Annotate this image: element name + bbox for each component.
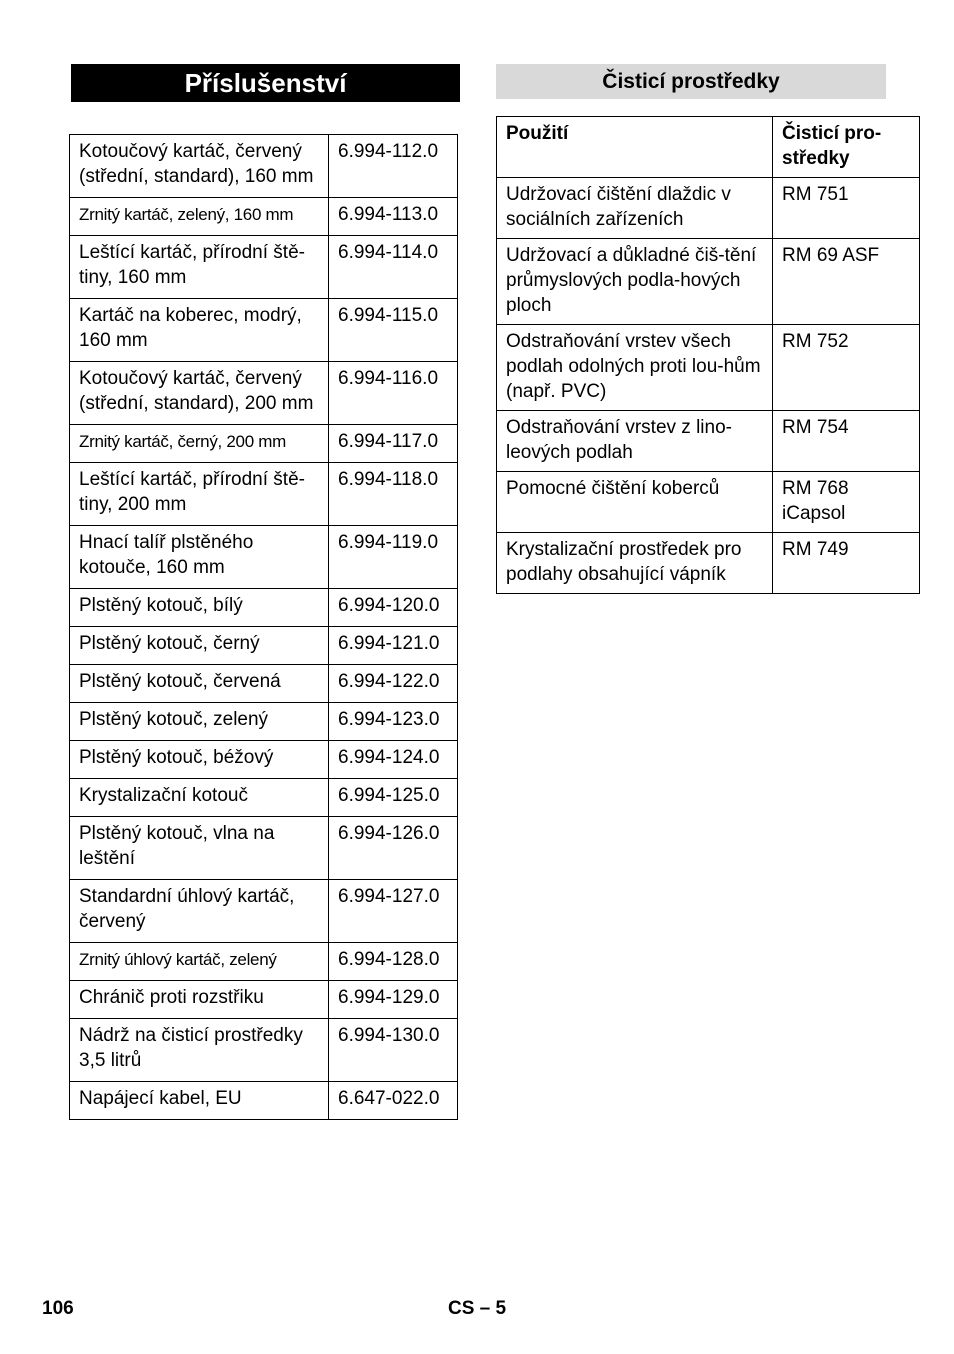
cleaning-agents-table [496,116,920,594]
accessory-name: Kartáč na koberec, modrý, 160 mm [70,299,329,362]
table-row [497,325,920,411]
table-row [70,981,458,1019]
cleaning-agents-heading: Čisticí prostředky [496,64,886,99]
accessory-name: Hnací talíř plstěného kotouče, 160 mm [70,526,329,589]
accessory-order-number: 6.647-022.0 [329,1082,458,1120]
accessory-order-number: 6.994-118.0 [329,463,458,526]
accessory-name: Plstěný kotouč, béžový [70,741,329,779]
table-row [70,627,458,665]
page-number: 106 [42,1298,74,1319]
accessory-order-number: 6.994-119.0 [329,526,458,589]
table-header-row [497,117,920,178]
accessory-name: Krystalizační kotouč [70,779,329,817]
table-row [70,943,458,981]
table-row [70,665,458,703]
accessory-name: Nádrž na čisticí prostředky 3,5 litrů [70,1019,329,1082]
table-row [497,239,920,325]
accessory-name: Leštící kartáč, přírodní ště-tiny, 200 mm [70,463,329,526]
table-row [70,299,458,362]
accessory-order-number: 6.994-125.0 [329,779,458,817]
accessory-order-number: 6.994-116.0 [329,362,458,425]
table-row [70,779,458,817]
accessory-order-number: 6.994-113.0 [329,198,458,236]
table-row [70,526,458,589]
accessory-name: Kotoučový kartáč, červený (střední, standard), 160 mm [70,135,329,198]
accessory-order-number: 6.994-117.0 [329,425,458,463]
table-row [70,425,458,463]
table-row [497,178,920,239]
application-cell: Udržovací čištění dlaždic v sociálních zařízeních [497,178,773,239]
accessory-name: Standardní úhlový kartáč, červený [70,880,329,943]
table-row [70,589,458,627]
table-row [70,198,458,236]
cleaning-agent-cell: RM 752 [773,325,920,411]
section-label: CS – 5 [448,1298,507,1319]
table-row [497,533,920,594]
accessory-order-number: 6.994-114.0 [329,236,458,299]
accessory-order-number: 6.994-121.0 [329,627,458,665]
accessories-table [69,134,458,1120]
column-header-agent: Čisticí pro-středky [773,117,920,178]
accessory-name: Plstěný kotouč, bílý [70,589,329,627]
accessory-name: Napájecí kabel, EU [70,1082,329,1120]
application-cell: Krystalizační prostředek pro podlahy obsahující vápník [497,533,773,594]
table-row [70,703,458,741]
accessory-order-number: 6.994-123.0 [329,703,458,741]
table-row [70,135,458,198]
accessory-order-number: 6.994-122.0 [329,665,458,703]
cleaning-agent-cell: RM 749 [773,533,920,594]
accessory-name: Chránič proti rozstřiku [70,981,329,1019]
cleaning-agent-cell: RM 69 ASF [773,239,920,325]
accessory-order-number: 6.994-129.0 [329,981,458,1019]
table-row [497,411,920,472]
application-cell: Odstraňování vrstev všech podlah odolných proti lou-hům (např. PVC) [497,325,773,411]
accessory-name: Kotoučový kartáč, červený (střední, standard), 200 mm [70,362,329,425]
table-row [70,463,458,526]
accessory-order-number: 6.994-126.0 [329,817,458,880]
accessory-name: Zrnitý úhlový kartáč, zelený [70,943,329,981]
table-row [70,741,458,779]
table-row [70,236,458,299]
accessory-name: Plstěný kotouč, zelený [70,703,329,741]
accessory-order-number: 6.994-124.0 [329,741,458,779]
accessory-order-number: 6.994-127.0 [329,880,458,943]
accessory-name: Plstěný kotouč, červená [70,665,329,703]
accessory-name: Plstěný kotouč, vlna na leštění [70,817,329,880]
application-cell: Udržovací a důkladné čiš-tění průmyslových podla-hových ploch [497,239,773,325]
accessory-order-number: 6.994-120.0 [329,589,458,627]
table-row [70,1019,458,1082]
column-header-use: Použití [497,117,773,178]
table-row [70,362,458,425]
accessory-name: Zrnitý kartáč, zelený, 160 mm [70,198,329,236]
accessory-name: Leštící kartáč, přírodní ště-tiny, 160 mm [70,236,329,299]
table-row [70,880,458,943]
application-cell: Odstraňování vrstev z lino-leových podlah [497,411,773,472]
accessory-order-number: 6.994-115.0 [329,299,458,362]
application-cell: Pomocné čištění koberců [497,472,773,533]
table-row [497,472,920,533]
accessory-order-number: 6.994-112.0 [329,135,458,198]
accessory-order-number: 6.994-130.0 [329,1019,458,1082]
table-row [70,1082,458,1120]
table-row [70,817,458,880]
accessory-name: Plstěný kotouč, černý [70,627,329,665]
cleaning-agent-cell: RM 751 [773,178,920,239]
cleaning-agent-cell: RM 768 iCapsol [773,472,920,533]
accessory-name: Zrnitý kartáč, černý, 200 mm [70,425,329,463]
accessory-order-number: 6.994-128.0 [329,943,458,981]
cleaning-agent-cell: RM 754 [773,411,920,472]
accessories-heading: Příslušenství [71,64,460,102]
